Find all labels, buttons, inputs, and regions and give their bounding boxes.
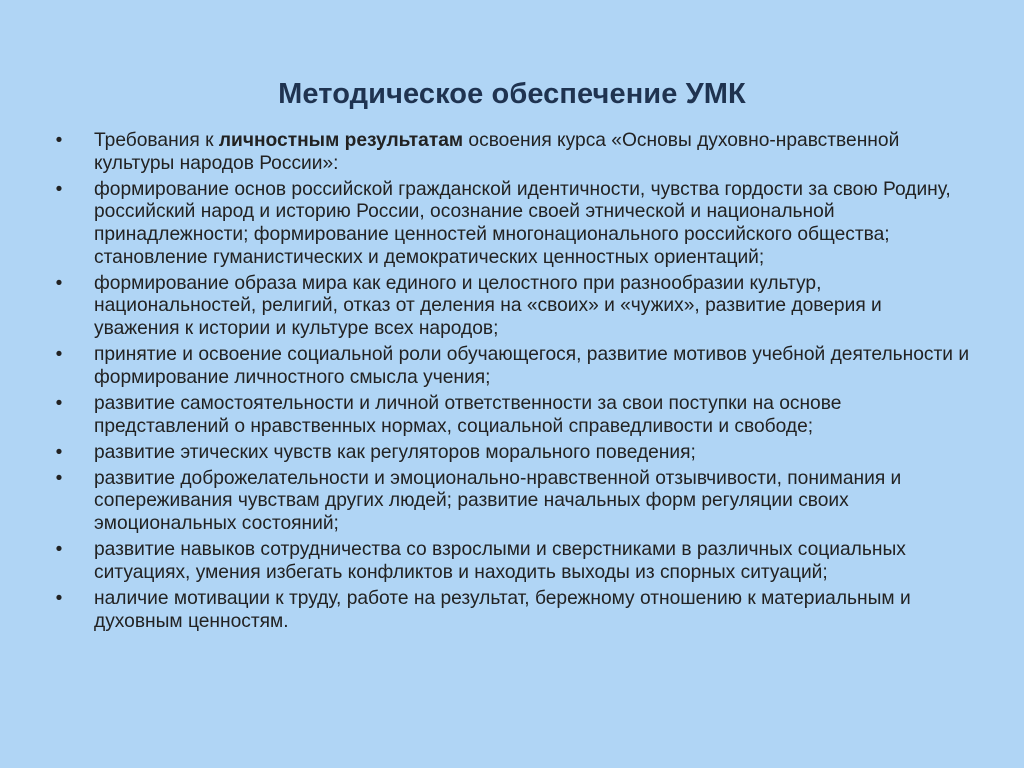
item-text: развитие навыков сотрудничества со взрослыми и сверстниками в различных социальных ситуациях, умения избегать конфликтов и находить выходы из спорных ситуаций; [94,539,906,583]
list-item [52,393,972,438]
list-item [52,273,972,341]
bullet-list [52,130,972,637]
list-item [52,344,972,389]
list-item [52,588,972,633]
item-text: формирование основ российской гражданской идентичности, чувства гордости за свою Родину, российский народ и историю России, осознание своей этнической и национальной принадлежности; формирование ценностей многонационального российского общества; становление гуманистических и демократических ценностных ориентаций; [94,178,951,268]
item-text: принятие и освоение социальной роли обучающегося, развитие мотивов учебной деятельности и формирование личностного смысла учения; [94,344,970,388]
list-item [52,539,972,584]
list-item [52,179,972,269]
list-item [52,130,972,175]
item-text: формирование образа мира как единого и целостного при разнообразии культур, национальностей, религий, отказ от деления на «своих» и «чужих», развитие доверия и уважения к истории и культуре всех народов; [94,272,882,339]
bullet-icon: • [55,441,63,463]
item-text: развитие самостоятельности и личной ответственности за свои поступки на основе представлений о нравственных нормах, социальной справедливости и свободе; [94,392,842,437]
item-bold-text: личностным результатам [218,130,464,151]
bullet-icon: • [55,344,63,366]
item-prefix: Требования к [94,130,219,151]
item-text: наличие мотивации к труду, работе на результат, бережному отношению к материальным и духовным ценностям. [94,588,911,632]
item-text: развитие этических чувств как регуляторов морального поведения; [94,441,696,463]
item-suffix: освоения курса «Основы духовно-нравственной культуры народов России»: [94,130,900,174]
bullet-icon: • [55,588,63,610]
bullet-icon: • [55,539,63,561]
list-item [52,442,972,465]
list-item [52,468,972,536]
slide-title: Методическое обеспечение УМК [278,78,746,110]
bullet-icon: • [55,178,63,200]
item-text: развитие доброжелательности и эмоционально-нравственной отзывчивости, понимания и сопереживания чувствам других людей; развитие начальных форм регуляции своих эмоциональных состояний; [94,467,902,535]
bullet-icon: • [55,467,63,489]
bullet-icon: • [55,272,63,294]
bullet-icon: • [55,392,63,414]
bullet-icon: • [55,130,63,151]
